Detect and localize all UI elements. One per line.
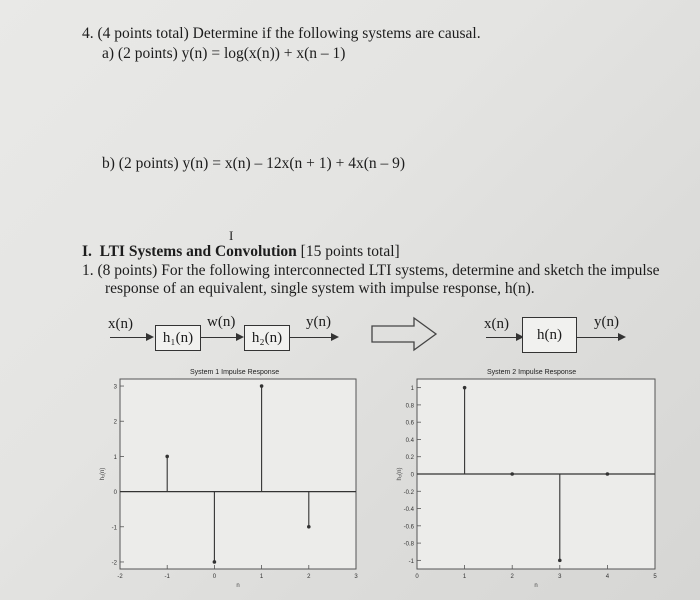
w-label: w(n) — [207, 314, 236, 330]
chart2-xtick-label: 0 — [415, 574, 419, 580]
chart1-ytick-label: -1 — [111, 525, 117, 532]
chart1-xtick-label: 3 — [354, 574, 358, 580]
chart1-xtick-label: -1 — [164, 574, 170, 580]
chart1-ytick-label: 3 — [113, 384, 117, 391]
chart2-ytick-label: 1 — [410, 386, 414, 393]
section-points: [15 points total] — [300, 243, 400, 260]
chart1-xtick-label: 0 — [212, 574, 217, 580]
chart2-title: System 2 Impulse Response — [487, 369, 577, 376]
input-label: x(n) — [108, 316, 133, 332]
chart2-stem-marker — [463, 386, 467, 390]
chart2-xlabel: n — [534, 583, 538, 589]
problem-1-line2: response of an equivalent, single system with impulse response, h(n). — [105, 280, 535, 297]
output-label: y(n) — [306, 314, 331, 330]
chart1-ytick-label: 1 — [113, 454, 117, 461]
chart1-xtick-label: 1 — [259, 574, 264, 580]
chart2-xtick-label: 3 — [558, 574, 562, 580]
chart2-ytick-label: -0.2 — [403, 489, 414, 496]
chart2-ytick-label: -1 — [408, 558, 414, 565]
text-cursor-icon: I — [229, 228, 234, 243]
eq-input-label: x(n) — [484, 316, 509, 332]
chart2-stem-marker — [510, 472, 514, 476]
h2-block: h₂(n) — [244, 325, 290, 351]
problem-4b: b) (2 points) y(n) = x(n) – 12x(n + 1) + 4x(n – 9) — [102, 155, 406, 172]
chart2-ytick-label: 0.2 — [405, 455, 414, 462]
chart2-ytick-label: 0.8 — [405, 403, 414, 410]
eq-output-label: y(n) — [594, 314, 619, 330]
chart1-xtick-label: 2 — [307, 574, 311, 580]
chart2-ytick-label: 0.6 — [405, 420, 414, 427]
h1-block: h₁(n) — [155, 325, 201, 351]
chart2-xtick-label: 4 — [605, 574, 610, 580]
chart2-stem-marker — [606, 472, 610, 476]
section-title: LTI Systems and Convolution — [99, 243, 297, 260]
chart1-title: System 1 Impulse Response — [190, 369, 280, 376]
chart2-ytick-label: 0 — [410, 472, 414, 479]
problem-4a: a) (2 points) y(n) = log(x(n)) + x(n – 1) — [102, 45, 346, 62]
chart1-ytick-label: 2 — [113, 419, 117, 426]
chart2-xtick-label: 2 — [510, 574, 514, 580]
chart2-xtick-label: 5 — [653, 574, 657, 580]
section-numeral: I. — [82, 243, 92, 260]
chart2-ytick-label: -0.4 — [403, 507, 414, 514]
chart1-xlabel: n — [236, 583, 240, 589]
chart1-xtick-label: -2 — [117, 574, 123, 580]
problem-4-heading: 4. (4 points total) Determine if the following systems are causal. — [82, 25, 481, 42]
problem-1-line1: 1. (8 points) For the following interconnected LTI systems, determine and sketch the impulse — [82, 262, 660, 279]
chart1-ylabel: h₁(n) — [100, 467, 106, 481]
chart2-ytick-label: 0.4 — [405, 437, 414, 444]
chart2-ytick-label: -0.8 — [403, 541, 414, 548]
h-block: h(n) — [522, 317, 577, 353]
chart1-ytick-label: 0 — [113, 490, 117, 497]
chart1-ytick-label: -2 — [111, 560, 117, 567]
chart2-stem-marker — [558, 559, 562, 563]
chart2-ylabel: h₂(n) — [397, 467, 403, 481]
chart2-ytick-label: -0.6 — [403, 524, 414, 531]
chart2-xtick-label: 1 — [462, 574, 467, 580]
